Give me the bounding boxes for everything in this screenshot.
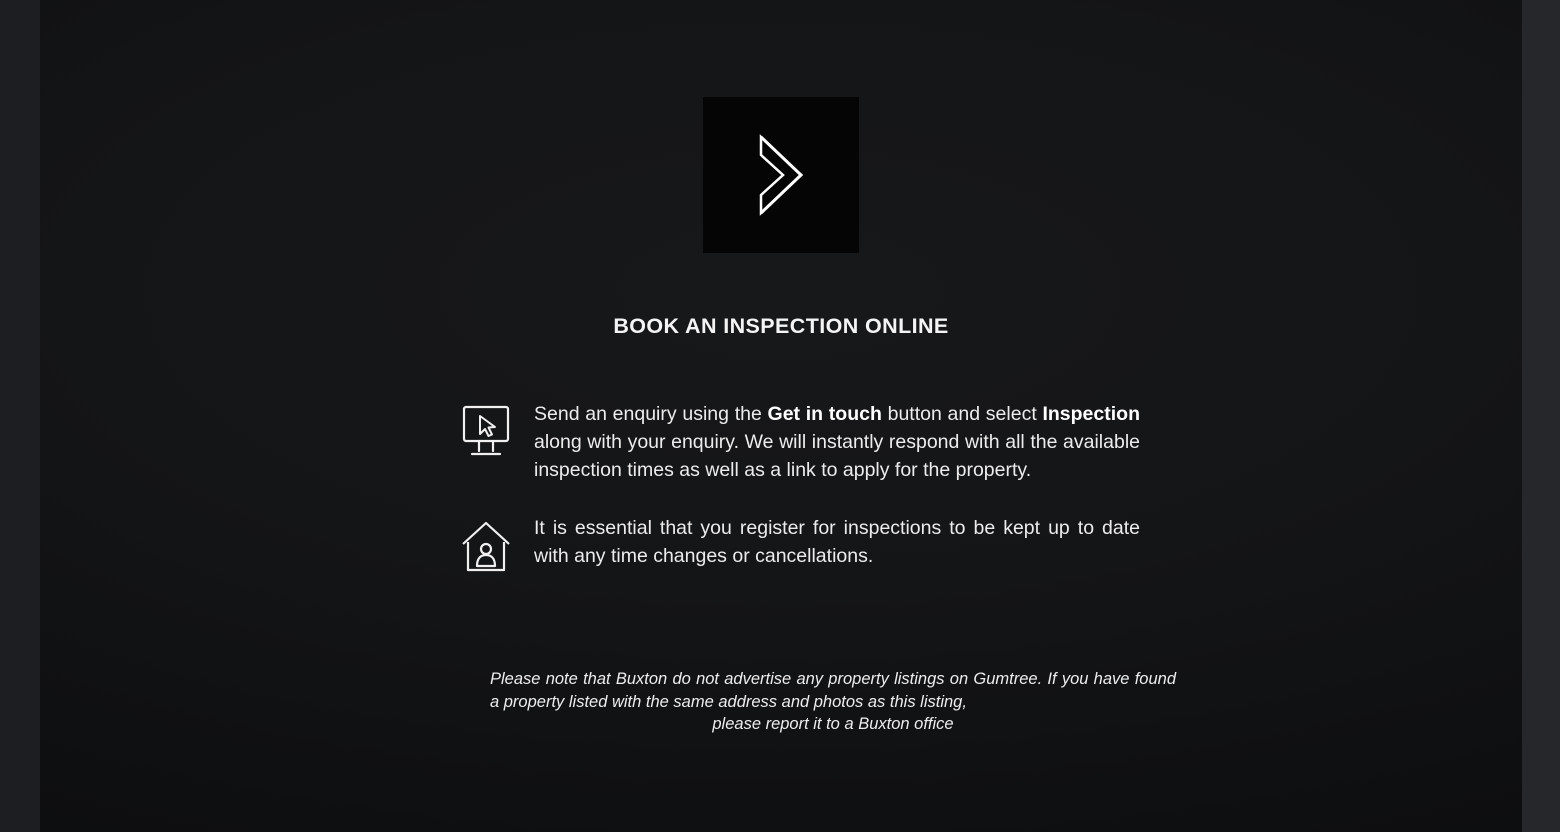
list-item	[438, 514, 1142, 580]
left-gutter	[0, 0, 40, 832]
right-gutter	[1522, 0, 1560, 832]
disclaimer	[490, 668, 1176, 736]
feature-list	[438, 400, 1142, 610]
disclaimer-last-line: please report it to a Buxton office	[712, 715, 954, 733]
inspection-panel	[40, 0, 1522, 832]
panel-content	[40, 0, 1522, 832]
brand-logo	[703, 97, 859, 253]
page-title: BOOK AN INSPECTION ONLINE	[613, 314, 949, 338]
list-item	[438, 400, 1142, 484]
monitor-cursor-icon	[438, 400, 534, 466]
feature-text: Send an enquiry using the Get in touch button and select Inspection along with your enquiry. We will instantly respond with all the available inspection times as well as a link to apply for the property.	[534, 403, 1140, 481]
disclaimer-body: Please note that Buxton do not advertise any property listings on Gumtree. If you have found a property listed with the same address and photos as this listing,	[490, 670, 1176, 711]
feature-text: It is essential that you register for inspections to be kept up to date with any time changes or cancellations.	[534, 517, 1140, 567]
house-person-icon	[438, 514, 534, 580]
chevron-right-icon	[751, 133, 811, 217]
